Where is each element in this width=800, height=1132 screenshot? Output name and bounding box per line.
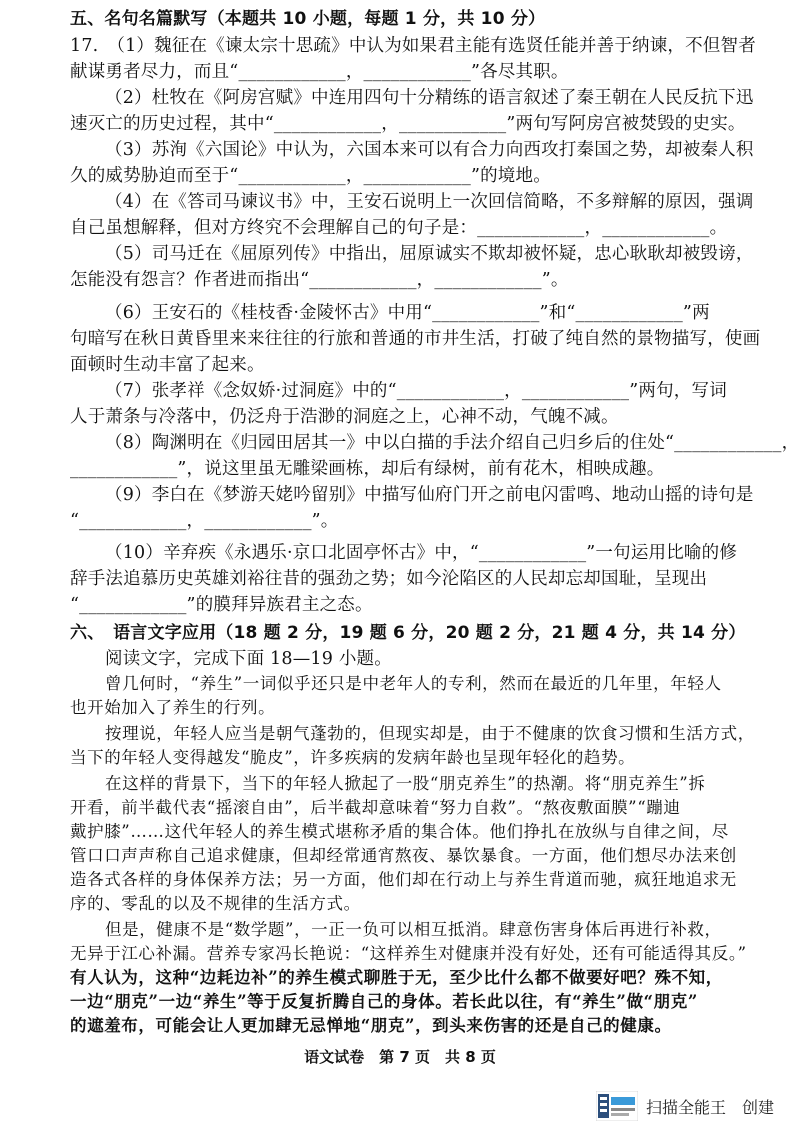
q17-line-15: 人于萧条与冷落中，仍泛舟于浩渺的洞庭之上，心神不动，气魄不减。 xyxy=(70,407,619,427)
watermark-text: 扫描全能王 创建 xyxy=(646,1097,775,1117)
q17-line-7: （4）在《答司马谏议书》中，王安石说明上一次回信简略，不多辩解的原因，强调 xyxy=(105,192,754,212)
section6-title: 六、 语言文字应用（18 题 2 分，19 题 6 分，20 题 2 分，21 题 4 分，共 14 分） xyxy=(70,623,746,643)
q17-line-5: （3）苏洵《六国论》中认为，六国本来可以有合力向西攻打秦国之势，却被秦人积 xyxy=(105,140,754,160)
q17-line-11: （6）王安石的《桂枝香·金陵怀古》中用“____________”和“____________”两 xyxy=(105,303,710,323)
q17-line-9: （5）司马迁在《屈原列传》中指出，屈原诚实不欺却被怀疑，忠心耿耿却被毁谤， xyxy=(105,244,754,264)
passage-line-15: 的遮羞布，可能会让人更加肆无忌惮地“朋克”，到头来伤害的还是自己的健康。 xyxy=(70,1016,672,1035)
q17-line-13: 面顿时生动丰富了起来。 xyxy=(70,355,265,375)
passage-line-5: 在这样的背景下，当下的年轻人掀起了一股“朋克养生”的热潮。将“朋克养生”拆 xyxy=(105,774,706,793)
page-footer: 语文试卷 第 7 页 共 8 页 xyxy=(304,1048,496,1066)
section6-intro: 阅读文字，完成下面 18—19 小题。 xyxy=(105,649,392,669)
scanner-logo-icon xyxy=(596,1091,638,1121)
passage-line-7: 戴护膝”……这代年轻人的养生模式堪称矛盾的集合体。他们挣扎在放纵与自律之间，尽 xyxy=(70,822,729,841)
q17-line-6: 久的威势胁迫而至于“____________，____________”的境地。 xyxy=(70,166,551,186)
q17-line-22: “____________”的膜拜异族君主之态。 xyxy=(70,595,373,615)
q17-line-10: 怎能没有怨言？作者进而指出“____________，____________”。 xyxy=(70,270,569,290)
passage-line-14: 一边“朋克”一边“养生”等于反复折腾自己的身体。若长此以往，有“养生”做“朋克” xyxy=(70,992,698,1011)
q17-line-16: （8）陶渊明在《归园田居其一》中以白描的手法介绍自己归乡后的住处“____________， xyxy=(105,433,800,453)
q17-line-14: （7）张孝祥《念奴娇·过洞庭》中的“____________，____________”两句，写词 xyxy=(105,381,727,401)
passage-line-3: 按理说，年轻人应当是朝气蓬勃的，但现实却是，由于不健康的饮食习惯和生活方式， xyxy=(105,724,755,743)
passage-line-8: 管口口声声称自己追求健康，但却经常通宵熬夜、暴饮暴食。一方面，他们想尽办法来创 xyxy=(70,846,737,865)
passage-line-12: 无异于江心补漏。营养专家冯长艳说：“这样养生对健康并没有好处，还有可能适得其反。” xyxy=(70,944,747,963)
q17-line-21: 辞手法追慕历史英雄刘裕往昔的强劲之势；如今沦陷区的人民却忘却国耻，呈现出 xyxy=(70,569,708,589)
passage-line-10: 序的、零乱的以及不规律的生活方式。 xyxy=(70,894,361,913)
passage-line-2: 也开始加入了养生的行列。 xyxy=(70,698,276,717)
passage-line-6: 开看，前半截代表“摇滚自由”，后半截却意味着“努力自救”。“熬夜敷面膜”“蹦迪 xyxy=(70,798,681,817)
q17-line-17: ____________”，说这里虽无雕梁画栋，却后有绿树，前有花木，相映成趣。 xyxy=(70,459,665,479)
q17-line-18: （9）李白在《梦游天姥吟留别》中描写仙府门开之前电闪雷鸣、地动山摇的诗句是 xyxy=(105,485,754,505)
q17-line-12: 句暗写在秋日黄昏里来来往往的行旅和普通的市井生活，打破了纯自然的景物描写，使画 xyxy=(70,329,761,349)
passage-line-13: 有人认为，这种“边耗边补”的养生模式聊胜于无，至少比什么都不做要好吧？殊不知， xyxy=(70,968,723,987)
q17-line-19: “____________，____________”。 xyxy=(70,511,339,531)
passage-line-4: 当下的年轻人变得越发“脆皮”，许多疾病的发病年龄也呈现年轻化的趋势。 xyxy=(70,748,636,767)
q17-line-3: （2）杜牧在《阿房宫赋》中连用四句十分精练的语言叙述了秦王朝在人民反抗下迅 xyxy=(105,88,754,108)
passage-line-11: 但是，健康不是“数学题”，一正一负可以相互抵消。肆意伤害身体后再进行补救， xyxy=(105,920,722,939)
q17-line-20: （10）辛弃疾《永遇乐·京口北固亭怀古》中，“____________”一句运用比喻的修 xyxy=(105,543,738,563)
q17-line-2: 献谋勇者尽力，而且“____________，____________”各尽其职。 xyxy=(70,62,569,82)
passage-line-1: 曾几何时，“养生”一词似乎还只是中老年人的专利，然而在最近的几年里，年轻人 xyxy=(105,674,722,693)
passage-line-9: 造各式各样的身体保养方法；另一方面，他们却在行动上与养生背道而驰，疯狂地追求无 xyxy=(70,870,737,889)
section5-title: 五、名句名篇默写（本题共 10 小题，每题 1 分，共 10 分） xyxy=(70,9,546,29)
q17-line-8: 自己虽想解释，但对方终究不会理解自己的句子是：____________，____________。 xyxy=(70,218,728,238)
q17-line-1: 17. （1）魏征在《谏太宗十思疏》中认为如果君主能有选贤任能并善于纳谏，不但智者 xyxy=(70,36,756,56)
scanner-watermark xyxy=(596,1090,774,1122)
q17-line-4: 速灭亡的历史过程，其中“____________，____________”两句写阿房宫被焚毁的史实。 xyxy=(70,114,746,134)
